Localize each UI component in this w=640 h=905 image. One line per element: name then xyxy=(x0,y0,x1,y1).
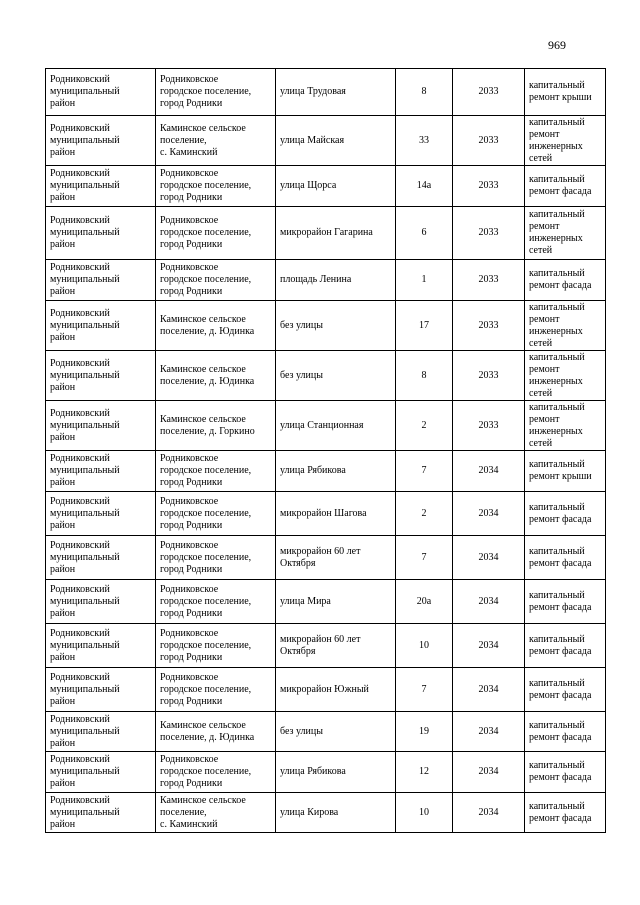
street-cell xyxy=(276,351,396,401)
work-type-cell-line: ремонт фасада xyxy=(529,731,592,743)
street-cell-line: улица Трудовая xyxy=(280,86,346,97)
street-cell xyxy=(276,793,396,833)
house-number-cell: 10 xyxy=(396,793,453,833)
settlement-cell-line: Каминское сельское xyxy=(160,719,246,731)
settlement-cell xyxy=(156,351,276,401)
table-row xyxy=(46,712,606,752)
street-cell xyxy=(276,207,396,260)
work-type-cell-line: сетей xyxy=(529,437,553,449)
work-type-cell-line: ремонт фасада xyxy=(529,689,592,701)
district-cell xyxy=(46,116,156,166)
house-number-cell: 2 xyxy=(396,492,453,536)
work-type-cell-line: ремонт xyxy=(529,313,560,325)
year-cell: 2033 xyxy=(453,69,525,116)
district-cell xyxy=(46,401,156,451)
street-cell-line: улица Станционная xyxy=(280,419,364,431)
house-number-cell: 7 xyxy=(396,451,453,492)
settlement-cell-line: город Родники xyxy=(160,98,223,109)
settlement-cell-line: Родниковское xyxy=(160,627,219,639)
settlement-cell-line: Родниковское xyxy=(160,215,219,226)
table-row xyxy=(46,116,606,166)
district-cell-line: муниципальный xyxy=(50,639,120,651)
table-row xyxy=(46,401,606,451)
settlement-cell-line: Родниковское xyxy=(160,495,219,507)
district-cell-line: Родниковский xyxy=(50,168,110,179)
table-row xyxy=(46,793,606,833)
house-number-cell: 6 xyxy=(396,207,453,260)
district-cell xyxy=(46,69,156,116)
settlement-cell-line: городское поселение, xyxy=(160,551,252,563)
settlement-cell xyxy=(156,536,276,580)
settlement-cell xyxy=(156,301,276,351)
table-body xyxy=(46,69,606,833)
work-type-cell xyxy=(525,580,606,624)
district-cell-line: муниципальный xyxy=(50,465,120,476)
work-type-cell-line: инженерных xyxy=(529,375,583,387)
settlement-cell xyxy=(156,793,276,833)
settlement-cell-line: город Родники xyxy=(160,607,223,619)
year-cell: 2034 xyxy=(453,712,525,752)
table-row xyxy=(46,580,606,624)
district-cell xyxy=(46,301,156,351)
street-cell-line: микрорайон Южный xyxy=(280,683,369,695)
settlement-cell-line: Каминское сельское xyxy=(160,413,246,425)
settlement-cell xyxy=(156,580,276,624)
district-cell-line: район xyxy=(50,192,76,203)
work-type-cell-line: сетей xyxy=(529,152,553,164)
district-cell-line: район xyxy=(50,519,76,531)
district-cell xyxy=(46,351,156,401)
work-type-cell-line: ремонт фасада xyxy=(529,772,592,783)
settlement-cell-line: Родниковское xyxy=(160,583,219,595)
settlement-cell-line: город Родники xyxy=(160,778,223,789)
district-cell-line: Родниковский xyxy=(50,794,110,806)
year-cell: 2034 xyxy=(453,793,525,833)
house-number-cell: 12 xyxy=(396,752,453,793)
work-type-cell xyxy=(525,260,606,301)
house-number-cell: 10 xyxy=(396,624,453,668)
district-cell-line: Родниковский xyxy=(50,262,110,273)
house-number-cell: 19 xyxy=(396,712,453,752)
work-type-cell xyxy=(525,624,606,668)
settlement-cell-line: городское поселение, xyxy=(160,507,252,519)
settlement-cell-line: Родниковское xyxy=(160,262,219,273)
settlement-cell-line: поселение, д. Юдинка xyxy=(160,325,255,337)
district-cell-line: муниципальный xyxy=(50,725,120,737)
year-cell: 2033 xyxy=(453,116,525,166)
work-type-cell-line: капитальный xyxy=(529,116,585,128)
street-cell-line: микрорайон 60 лет xyxy=(280,545,361,557)
table-row xyxy=(46,752,606,793)
year-cell: 2034 xyxy=(453,492,525,536)
settlement-cell-line: с. Каминский xyxy=(160,818,218,830)
house-number-cell: 7 xyxy=(396,668,453,712)
district-cell-line: Родниковский xyxy=(50,495,110,507)
work-type-cell xyxy=(525,69,606,116)
work-type-cell-line: ремонт xyxy=(529,413,560,425)
work-type-cell xyxy=(525,752,606,793)
street-cell xyxy=(276,752,396,793)
street-cell-line: улица Мира xyxy=(280,595,331,607)
work-type-cell-line: ремонт крыши xyxy=(529,471,592,482)
work-type-cell-line: капитальный xyxy=(529,633,585,645)
district-cell xyxy=(46,580,156,624)
work-type-cell-line: сетей xyxy=(529,337,553,349)
district-cell-line: район xyxy=(50,331,76,343)
settlement-cell-line: городское поселение, xyxy=(160,465,252,476)
work-type-cell-line: капитальный xyxy=(529,174,585,185)
district-cell xyxy=(46,752,156,793)
work-type-cell-line: инженерных xyxy=(529,140,583,152)
house-number-cell: 8 xyxy=(396,351,453,401)
district-cell-line: Родниковский xyxy=(50,583,110,595)
table-row xyxy=(46,492,606,536)
street-cell xyxy=(276,116,396,166)
street-cell xyxy=(276,580,396,624)
settlement-cell-line: поселение, xyxy=(160,806,207,818)
house-number-cell: 2 xyxy=(396,401,453,451)
street-cell-line: микрорайон Гагарина xyxy=(280,227,373,238)
house-number-cell: 14а xyxy=(396,166,453,207)
settlement-cell-line: городское поселение, xyxy=(160,595,252,607)
settlement-cell-line: городское поселение, xyxy=(160,766,252,777)
district-cell xyxy=(46,260,156,301)
work-type-cell-line: ремонт фасада xyxy=(529,601,592,613)
settlement-cell-line: город Родники xyxy=(160,651,223,663)
table-row xyxy=(46,166,606,207)
table-row xyxy=(46,207,606,260)
street-cell-line: без улицы xyxy=(280,725,323,737)
settlement-cell-line: городское поселение, xyxy=(160,683,252,695)
street-cell-line: улица Кирова xyxy=(280,806,339,818)
district-cell-line: муниципальный xyxy=(50,766,120,777)
work-type-cell xyxy=(525,793,606,833)
table-row xyxy=(46,668,606,712)
settlement-cell-line: Родниковское xyxy=(160,754,219,765)
work-type-cell-line: капитальный xyxy=(529,301,585,313)
year-cell: 2034 xyxy=(453,536,525,580)
district-cell xyxy=(46,793,156,833)
street-cell xyxy=(276,166,396,207)
district-cell-line: Родниковский xyxy=(50,307,110,319)
work-type-cell-line: капитальный xyxy=(529,545,585,557)
district-cell-line: муниципальный xyxy=(50,227,120,238)
settlement-cell-line: Каминское сельское xyxy=(160,313,246,325)
settlement-cell-line: Каминское сельское xyxy=(160,794,246,806)
work-type-cell xyxy=(525,301,606,351)
work-type-cell xyxy=(525,207,606,260)
district-cell-line: муниципальный xyxy=(50,595,120,607)
settlement-cell-line: Родниковское xyxy=(160,453,219,464)
table-row xyxy=(46,624,606,668)
district-cell-line: район xyxy=(50,381,76,393)
work-type-cell-line: капитальный xyxy=(529,459,585,470)
district-cell-line: муниципальный xyxy=(50,551,120,563)
district-cell xyxy=(46,207,156,260)
district-cell-line: район xyxy=(50,431,76,443)
settlement-cell xyxy=(156,69,276,116)
house-number-cell: 8 xyxy=(396,69,453,116)
table-row xyxy=(46,536,606,580)
work-type-cell-line: капитальный xyxy=(529,760,585,771)
street-cell xyxy=(276,536,396,580)
year-cell: 2034 xyxy=(453,451,525,492)
year-cell: 2034 xyxy=(453,752,525,793)
work-type-cell-line: ремонт xyxy=(529,221,560,232)
street-cell-line: улица Рябикова xyxy=(280,766,346,777)
street-cell xyxy=(276,492,396,536)
settlement-cell xyxy=(156,260,276,301)
district-cell-line: район xyxy=(50,477,76,488)
table-row xyxy=(46,451,606,492)
district-cell-line: муниципальный xyxy=(50,134,120,146)
year-cell: 2034 xyxy=(453,624,525,668)
work-type-cell xyxy=(525,401,606,451)
year-cell: 2033 xyxy=(453,301,525,351)
district-cell xyxy=(46,492,156,536)
settlement-cell-line: город Родники xyxy=(160,477,223,488)
settlement-cell-line: городское поселение, xyxy=(160,86,252,97)
work-type-cell xyxy=(525,116,606,166)
work-type-cell-line: капитальный xyxy=(529,351,585,363)
settlement-cell-line: Каминское сельское xyxy=(160,363,246,375)
district-cell-line: район xyxy=(50,818,76,830)
settlement-cell-line: поселение, д. Горкино xyxy=(160,425,255,437)
district-cell-line: Родниковский xyxy=(50,453,110,464)
district-cell xyxy=(46,451,156,492)
street-cell xyxy=(276,260,396,301)
work-type-cell xyxy=(525,451,606,492)
district-cell-line: район xyxy=(50,146,76,158)
district-cell-line: Родниковский xyxy=(50,539,110,551)
district-cell-line: муниципальный xyxy=(50,683,120,695)
work-type-cell xyxy=(525,536,606,580)
work-type-cell-line: ремонт фасада xyxy=(529,645,592,657)
work-type-cell-line: капитальный xyxy=(529,501,585,513)
work-type-cell xyxy=(525,712,606,752)
work-type-cell-line: капитальный xyxy=(529,80,585,91)
work-type-cell-line: капитальный xyxy=(529,268,585,279)
year-cell: 2033 xyxy=(453,207,525,260)
district-cell-line: муниципальный xyxy=(50,419,120,431)
street-cell-line: площадь Ленина xyxy=(280,274,352,285)
district-cell-line: Родниковский xyxy=(50,627,110,639)
district-cell-line: Родниковский xyxy=(50,122,110,134)
work-type-cell-line: ремонт фасада xyxy=(529,557,592,569)
district-cell-line: Родниковский xyxy=(50,357,110,369)
street-cell-line: микрорайон Шагова xyxy=(280,507,367,519)
work-type-cell-line: ремонт крыши xyxy=(529,92,592,103)
settlement-cell xyxy=(156,712,276,752)
settlement-cell-line: поселение, xyxy=(160,134,207,146)
settlement-cell-line: город Родники xyxy=(160,286,223,297)
district-cell-line: муниципальный xyxy=(50,319,120,331)
settlement-cell-line: Родниковское xyxy=(160,671,219,683)
work-type-cell xyxy=(525,492,606,536)
district-cell-line: муниципальный xyxy=(50,369,120,381)
street-cell xyxy=(276,301,396,351)
settlement-cell-line: город Родники xyxy=(160,563,223,575)
work-type-cell-line: инженерных xyxy=(529,325,583,337)
settlement-cell xyxy=(156,451,276,492)
settlement-cell-line: с. Каминский xyxy=(160,146,218,158)
settlement-cell xyxy=(156,492,276,536)
settlement-cell-line: городское поселение, xyxy=(160,639,252,651)
settlement-cell-line: городское поселение, xyxy=(160,180,252,191)
street-cell-line: Октября xyxy=(280,645,316,657)
settlement-cell-line: городское поселение, xyxy=(160,227,252,238)
street-cell xyxy=(276,712,396,752)
district-cell xyxy=(46,536,156,580)
district-cell-line: Родниковский xyxy=(50,754,110,765)
work-type-cell-line: инженерных xyxy=(529,425,583,437)
street-cell xyxy=(276,401,396,451)
settlement-cell xyxy=(156,668,276,712)
settlement-cell-line: город Родники xyxy=(160,695,223,707)
district-cell-line: Родниковский xyxy=(50,713,110,725)
district-cell-line: Родниковский xyxy=(50,215,110,226)
year-cell: 2034 xyxy=(453,580,525,624)
settlement-cell-line: Родниковское xyxy=(160,168,219,179)
settlement-cell-line: поселение, д. Юдинка xyxy=(160,375,255,387)
street-cell-line: без улицы xyxy=(280,319,323,331)
work-type-cell-line: ремонт фасада xyxy=(529,280,592,291)
table-row xyxy=(46,260,606,301)
district-cell-line: муниципальный xyxy=(50,806,120,818)
work-type-cell-line: ремонт фасада xyxy=(529,812,592,824)
work-type-cell-line: ремонт xyxy=(529,128,560,140)
house-number-cell: 7 xyxy=(396,536,453,580)
district-cell-line: район xyxy=(50,695,76,707)
year-cell: 2033 xyxy=(453,401,525,451)
district-cell-line: муниципальный xyxy=(50,507,120,519)
page-number: 969 xyxy=(548,38,566,52)
district-cell-line: район xyxy=(50,239,76,250)
settlement-cell xyxy=(156,401,276,451)
house-number-cell: 33 xyxy=(396,116,453,166)
district-cell-line: муниципальный xyxy=(50,274,120,285)
district-cell-line: Родниковский xyxy=(50,407,110,419)
district-cell-line: муниципальный xyxy=(50,180,120,191)
district-cell-line: район xyxy=(50,286,76,297)
work-type-cell xyxy=(525,351,606,401)
work-type-cell-line: капитальный xyxy=(529,209,585,220)
settlement-cell-line: Каминское сельское xyxy=(160,122,246,134)
year-cell: 2034 xyxy=(453,668,525,712)
settlement-cell xyxy=(156,624,276,668)
street-cell-line: Октября xyxy=(280,557,316,569)
work-type-cell-line: сетей xyxy=(529,245,553,256)
district-cell xyxy=(46,712,156,752)
work-type-cell-line: ремонт фасада xyxy=(529,513,592,525)
district-cell xyxy=(46,166,156,207)
work-type-cell-line: капитальный xyxy=(529,800,585,812)
year-cell: 2033 xyxy=(453,166,525,207)
district-cell xyxy=(46,624,156,668)
district-cell xyxy=(46,668,156,712)
settlement-cell-line: поселение, д. Юдинка xyxy=(160,731,255,743)
street-cell-line: без улицы xyxy=(280,369,323,381)
district-cell-line: район xyxy=(50,737,76,749)
settlement-cell xyxy=(156,752,276,793)
house-number-cell: 1 xyxy=(396,260,453,301)
district-cell-line: Родниковский xyxy=(50,74,110,85)
settlement-cell-line: город Родники xyxy=(160,239,223,250)
work-type-cell-line: капитальный xyxy=(529,589,585,601)
work-type-cell-line: капитальный xyxy=(529,719,585,731)
house-number-cell: 20а xyxy=(396,580,453,624)
work-type-cell-line: сетей xyxy=(529,387,553,399)
settlement-cell xyxy=(156,207,276,260)
settlement-cell-line: город Родники xyxy=(160,192,223,203)
district-cell-line: район xyxy=(50,607,76,619)
year-cell: 2033 xyxy=(453,260,525,301)
work-type-cell xyxy=(525,668,606,712)
district-cell-line: муниципальный xyxy=(50,86,120,97)
settlement-cell-line: город Родники xyxy=(160,519,223,531)
street-cell-line: улица Майская xyxy=(280,134,345,146)
street-cell-line: микрорайон 60 лет xyxy=(280,633,361,645)
table-row xyxy=(46,351,606,401)
year-cell: 2033 xyxy=(453,351,525,401)
repair-schedule-table xyxy=(45,68,606,833)
work-type-cell-line: инженерных xyxy=(529,233,583,244)
street-cell-line: улица Щорса xyxy=(280,180,337,191)
work-type-cell-line: ремонт фасада xyxy=(529,186,592,197)
work-type-cell-line: капитальный xyxy=(529,677,585,689)
work-type-cell-line: ремонт xyxy=(529,363,560,375)
district-cell-line: район xyxy=(50,651,76,663)
settlement-cell-line: Родниковское xyxy=(160,74,219,85)
district-cell-line: район xyxy=(50,98,76,109)
street-cell-line: улица Рябикова xyxy=(280,465,346,476)
street-cell xyxy=(276,624,396,668)
table-row xyxy=(46,69,606,116)
settlement-cell xyxy=(156,166,276,207)
district-cell-line: Родниковский xyxy=(50,671,110,683)
street-cell xyxy=(276,668,396,712)
settlement-cell xyxy=(156,116,276,166)
street-cell xyxy=(276,69,396,116)
work-type-cell-line: капитальный xyxy=(529,401,585,413)
work-type-cell xyxy=(525,166,606,207)
street-cell xyxy=(276,451,396,492)
district-cell-line: район xyxy=(50,778,76,789)
district-cell-line: район xyxy=(50,563,76,575)
house-number-cell: 17 xyxy=(396,301,453,351)
table-row xyxy=(46,301,606,351)
settlement-cell-line: городское поселение, xyxy=(160,274,252,285)
settlement-cell-line: Родниковское xyxy=(160,539,219,551)
